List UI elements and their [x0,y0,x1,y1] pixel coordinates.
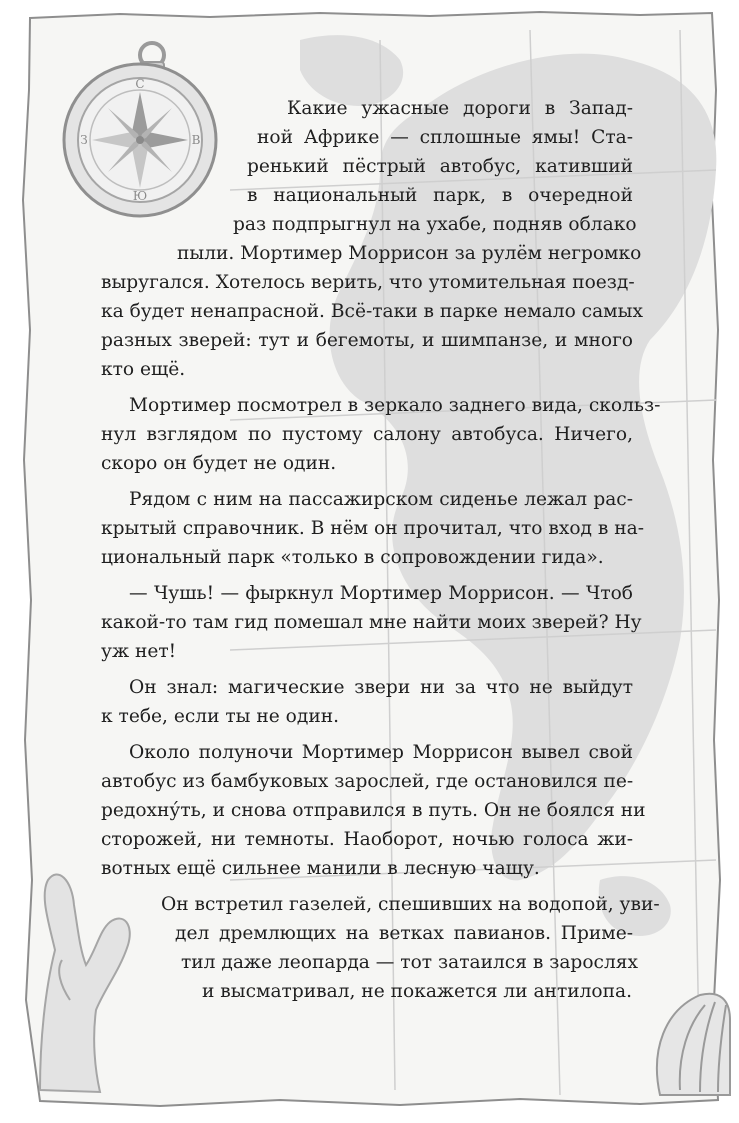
text-line: Какие ужасные дороги в Запад- [287,98,633,119]
text-line: и высматривал, не покажется ли антилопа. [202,981,633,1002]
text-line: автобус из бамбуковых зарослей, где остановился пе- [101,771,634,792]
text-line: кто ещё. [101,359,186,380]
text-line: раз подпрыгнул на ухабе, подняв облако [233,214,637,235]
text-line: уж нет! [101,641,177,662]
text-line: Он знал: магические звери ни за что не выйдут [129,677,633,698]
text-line: — Чушь! — фыркнул Мортимер Моррисон. — Чтоб [129,583,633,604]
compass-west-label: З [80,133,88,147]
text-line: дел дремлющих на ветках павианов. Приме- [175,923,633,944]
text-line: сторожей, ни темноты. Наоборот, ночью голоса жи- [101,829,633,850]
text-line: нул взглядом по пустому салону автобуса. Ничего, [101,424,633,445]
text-line: редохну́ть, и снова отправился в путь. Он не боялся ни [101,800,646,821]
compass-north-label: С [135,77,145,91]
compass-east-label: В [191,133,201,147]
text-line: тил даже леопарда — тот затаился в зарослях [181,952,638,973]
text-line: ка будет ненапрасной. Всё-таки в парке немало самых [101,301,643,322]
text-line: выругался. Хотелось верить, что утомительная поезд- [101,272,635,293]
text-line: какой-то там гид помешал мне найти моих зверей? Ну [101,612,642,633]
text-line: Рядом с ним на пассажирском сиденье лежал рас- [129,489,633,510]
text-line: в национальный парк, в очередной [247,185,633,206]
text-line: скоро он будет не один. [101,453,337,474]
text-line: ной Африке — сплошные ямы! Ста- [257,127,633,148]
text-line: Мортимер посмотрел в зеркало заднего вида, скольз- [129,395,661,416]
text-line: Он встретил газелей, спешивших на водопой, уви- [161,894,660,915]
compass-south-label: Ю [132,189,148,203]
text-line: вотных ещё сильнее манили в лесную чащу. [101,858,540,879]
text-line: ренький пёстрый автобус, кативший [247,156,633,177]
text-line: пыли. Мортимер Моррисон за рулём негромко [177,243,642,264]
text-line: к тебе, если ты не один. [101,706,340,727]
text-line: разных зверей: тут и бегемоты, и шимпанзе, и много [101,330,633,351]
text-line: крытый справочник. В нём он прочитал, что вход в на- [101,518,645,539]
text-line: Около полуночи Мортимер Моррисон вывел свой [129,742,633,763]
text-line: циональный парк «только в сопровождении гида». [101,547,604,568]
